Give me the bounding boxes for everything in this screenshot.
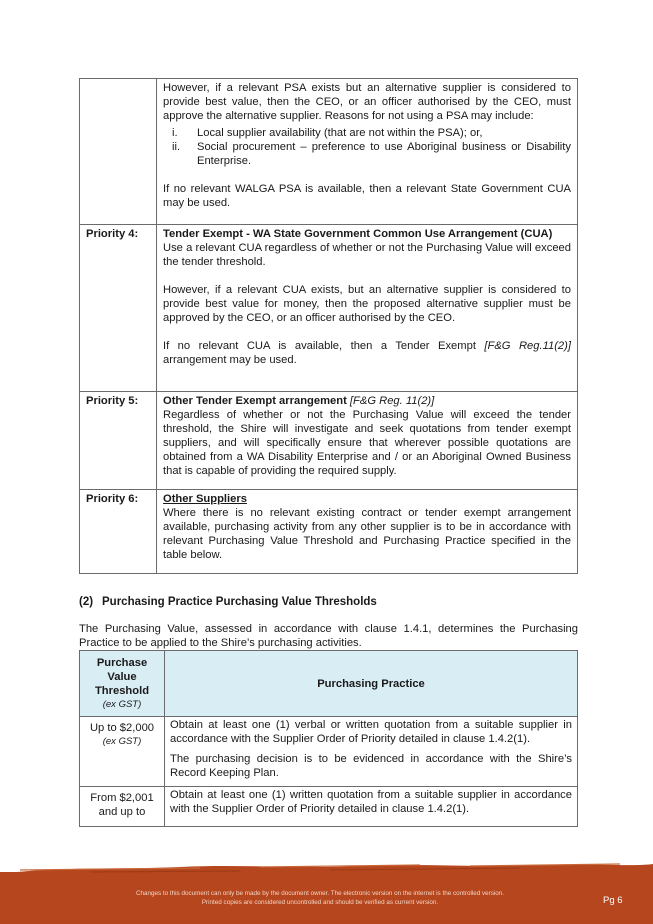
threshold-cell: Up to $2,000 (ex GST) — [80, 717, 165, 787]
table-row — [80, 225, 578, 392]
practice-cell: Obtain at least one (1) written quotation from a suitable supplier in accordance with the Supplier Order of Priority detailed in clause 1.4.2(1). — [165, 787, 578, 827]
table-row — [80, 79, 578, 225]
section-heading: (2) Purchasing Practice Purchasing Value Thresholds — [79, 596, 377, 608]
brush-stroke-decoration — [0, 858, 653, 880]
page-number: Pg 6 — [603, 895, 623, 906]
priority-label: Priority 6: — [80, 490, 157, 574]
table-row — [80, 392, 578, 490]
section-intro: The Purchasing Value, assessed in accordance with clause 1.4.1, determines the Purchasing Practice to be applied to the Shire’s purchasing activities. — [79, 623, 578, 649]
priority-body-cell — [157, 490, 578, 574]
list-item: ii. Social procurement – preference to use Aboriginal business or Disability Enterprise. — [172, 141, 571, 167]
table-header-row — [80, 651, 578, 717]
paragraph: Other Tender Exempt arrangement [F&G Reg. 11(2)] Regardless of whether or not the Purchasing Value will exceed the tender threshold, the Shire will investigate and seek quotations from tender exempt suppliers, and will specifically ensure that wherever possible quotations are obtained from a WA Disability Enterprise and / or an Aboriginal Owned Business that is capable of providing the required supply. — [163, 395, 571, 477]
priority-label: Priority 4: — [80, 225, 157, 392]
table-row — [80, 717, 578, 787]
threshold-cell: From $2,001 and up to — [80, 787, 165, 827]
column-header-threshold: Purchase Value Threshold (ex GST) — [80, 651, 165, 717]
paragraph: However, if a relevant PSA exists but an alternative supplier is considered to provide best value, then the CEO, or an officer authorised by the CEO, must approve the alternative supplier. Reasons for not using a PSA may include: — [163, 82, 571, 122]
table-row — [80, 490, 578, 574]
list-item: i. Local supplier availability (that are not within the PSA); or, — [172, 127, 483, 139]
threshold-table — [79, 650, 578, 827]
priority-heading: Other Tender Exempt arrangement — [163, 395, 347, 407]
supplier-priority-table — [79, 78, 578, 574]
footer-disclaimer: Changes to this document can only be made by the document owner. The electronic version on the internet is the controlled version. Printed copies are considered uncontrolled and should be verified as current version. — [135, 890, 505, 906]
paragraph: However, if a relevant CUA exists, but an alternative supplier is considered to provide best value for money, then the proposed alternative supplier must be approved by the CEO, or an officer authorised by the CEO. — [163, 284, 571, 324]
practice-cell: Obtain at least one (1) verbal or written quotation from a suitable supplier in accordance with the Supplier Order of Priority detailed in clause 1.4.2(1). The purchasing decision is to be evidenced in accordance with the Shire’s Record Keeping Plan. — [165, 717, 578, 787]
column-header-practice: Purchasing Practice — [165, 651, 578, 717]
table-row — [80, 787, 578, 827]
paragraph: Tender Exempt - WA State Government Common Use Arrangement (CUA) Use a relevant CUA regardless of whether or not the Purchasing Value will exceed the tender threshold. — [163, 228, 571, 268]
paragraph: Other Suppliers Where there is no relevant existing contract or tender exempt arrangement available, purchasing activity from any other supplier is to be in accordance with relevant Purchasing Value Threshold and Purchasing Practice specified in the table below. — [163, 493, 571, 561]
priority-label: Priority 5: — [80, 392, 157, 490]
paragraph: If no relevant WALGA PSA is available, then a relevant State Government CUA may be used. — [163, 183, 571, 209]
priority-body-cell — [157, 79, 578, 225]
priority-body-cell — [157, 225, 578, 392]
priority-body-cell — [157, 392, 578, 490]
reasons-list — [163, 126, 571, 168]
priority-label-cell — [80, 79, 157, 225]
priority-heading: Other Suppliers — [163, 493, 247, 505]
paragraph: If no relevant CUA is available, then a Tender Exempt [F&G Reg.11(2)] arrangement may be used. — [163, 340, 571, 366]
priority-heading: Tender Exempt - WA State Government Common Use Arrangement (CUA) — [163, 228, 553, 240]
